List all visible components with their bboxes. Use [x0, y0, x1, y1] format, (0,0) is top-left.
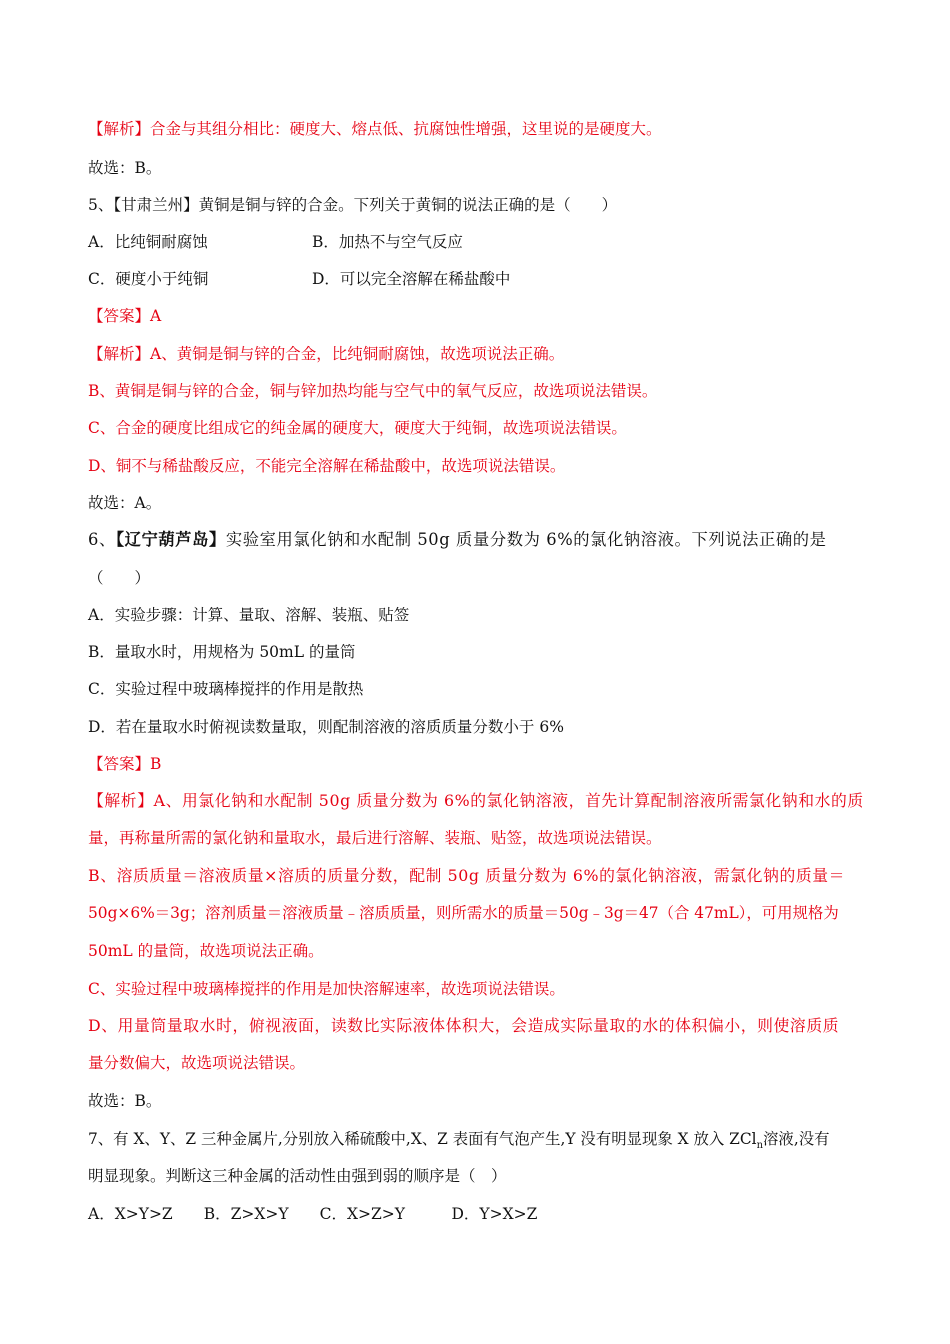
question-paren: （ ） — [88, 569, 151, 587]
explanation-line: 50mL 的量筒，故选项说法正确。 — [88, 942, 324, 960]
option-a: A．实验步骤：计算、量取、溶解、装瓶、贴签 — [88, 606, 410, 624]
explanation-line: 量分数偏大，故选项说法错误。 — [88, 1054, 306, 1072]
choice-line: 故选：B。 — [88, 1092, 162, 1110]
explanation-line: 【解析】A、黄铜是铜与锌的合金，比纯铜耐腐蚀，故选项说法正确。 — [88, 345, 565, 363]
option-a: A．比纯铜耐腐蚀 — [88, 233, 208, 251]
question-source: 【甘肃兰州】 — [113, 196, 199, 214]
option-b: B．加热不与空气反应 — [312, 233, 463, 251]
question-7-stem — [88, 1128, 830, 1157]
question-6-stem — [88, 529, 827, 551]
question-7-options: A．X>Y>Z B．Z>X>Y C．X>Z>Y D．Y>X>Z — [88, 1205, 538, 1223]
question-text: 7、有 X、Y、Z 三种金属片,分别放入稀硫酸中,X、Z 表面有气泡产生,Y 没有明显现象 X 放入 ZCl — [88, 1130, 757, 1148]
subscript: n — [756, 1140, 764, 1152]
explanation-line: C、实验过程中玻璃棒搅拌的作用是加快溶解速率，故选项说法错误。 — [88, 980, 565, 998]
question-text: 实验室用氯化钠和水配制 50g 质量分数为 6%的氯化钠溶液。下列说法正确的是 — [225, 530, 827, 549]
explanation-line: D、用量筒量取水时，俯视液面，读数比实际液体体积大，会造成实际量取的水的体积偏小，则使溶质质 — [88, 1016, 840, 1035]
option-d: D．可以完全溶解在稀盐酸中 — [312, 270, 511, 288]
answer-line: 【答案】A — [88, 307, 162, 325]
choice-line: 故选：B。 — [88, 159, 162, 177]
question-text: 黄铜是铜与锌的合金。下列关于黄铜的说法正确的是（ ） — [198, 196, 618, 214]
explanation-line: 【解析】合金与其组分相比：硬度大、熔点低、抗腐蚀性增强，这里说的是硬度大。 — [88, 120, 662, 138]
option-c: C．实验过程中玻璃棒搅拌的作用是散热 — [88, 680, 364, 698]
choice-line: 故选：A。 — [88, 494, 162, 512]
option-c: C．硬度小于纯铜 — [88, 270, 209, 288]
question-number: 6、 — [88, 530, 116, 549]
question-number: 5、 — [88, 196, 114, 214]
question-source: 【辽宁葫芦岛】 — [115, 530, 226, 549]
explanation-line: B、黄铜是铜与锌的合金，铜与锌加热均能与空气中的氧气反应，故选项说法错误。 — [88, 382, 658, 400]
explanation-line: 【解析】A、用氯化钠和水配制 50g 质量分数为 6%的氯化钠溶液，首先计算配制溶液所需氯化钠和水的质 — [88, 791, 864, 810]
question-7-stem-cont: 明显现象。判断这三种金属的活动性由强到弱的顺序是（ ） — [88, 1167, 507, 1185]
option-d: D．若在量取水时俯视读数量取，则配制溶液的溶质质量分数小于 6% — [88, 718, 564, 736]
answer-line: 【答案】B — [88, 755, 162, 773]
question-5-stem — [88, 194, 617, 216]
explanation-line: 50g×6%＝3g；溶剂质量＝溶液质量﹣溶质质量，则所需水的质量＝50g﹣3g＝47（合 47mL），可用规格为 — [88, 904, 839, 922]
option-b: B．量取水时，用规格为 50mL 的量筒 — [88, 643, 356, 661]
explanation-line: C、合金的硬度比组成它的纯金属的硬度大，硬度大于纯铜，故选项说法错误。 — [88, 419, 627, 437]
question-text-tail: 溶液,没有 — [763, 1130, 830, 1148]
explanation-line: D、铜不与稀盐酸反应，不能完全溶解在稀盐酸中，故选项说法错误。 — [88, 457, 566, 475]
explanation-line: B、溶质质量＝溶液质量×溶质的质量分数，配制 50g 质量分数为 6%的氯化钠溶液，需氯化钠的质量＝ — [88, 866, 846, 885]
explanation-line: 量，再称量所需的氯化钠和量取水，最后进行溶解、装瓶、贴签，故选项说法错误。 — [88, 829, 662, 847]
